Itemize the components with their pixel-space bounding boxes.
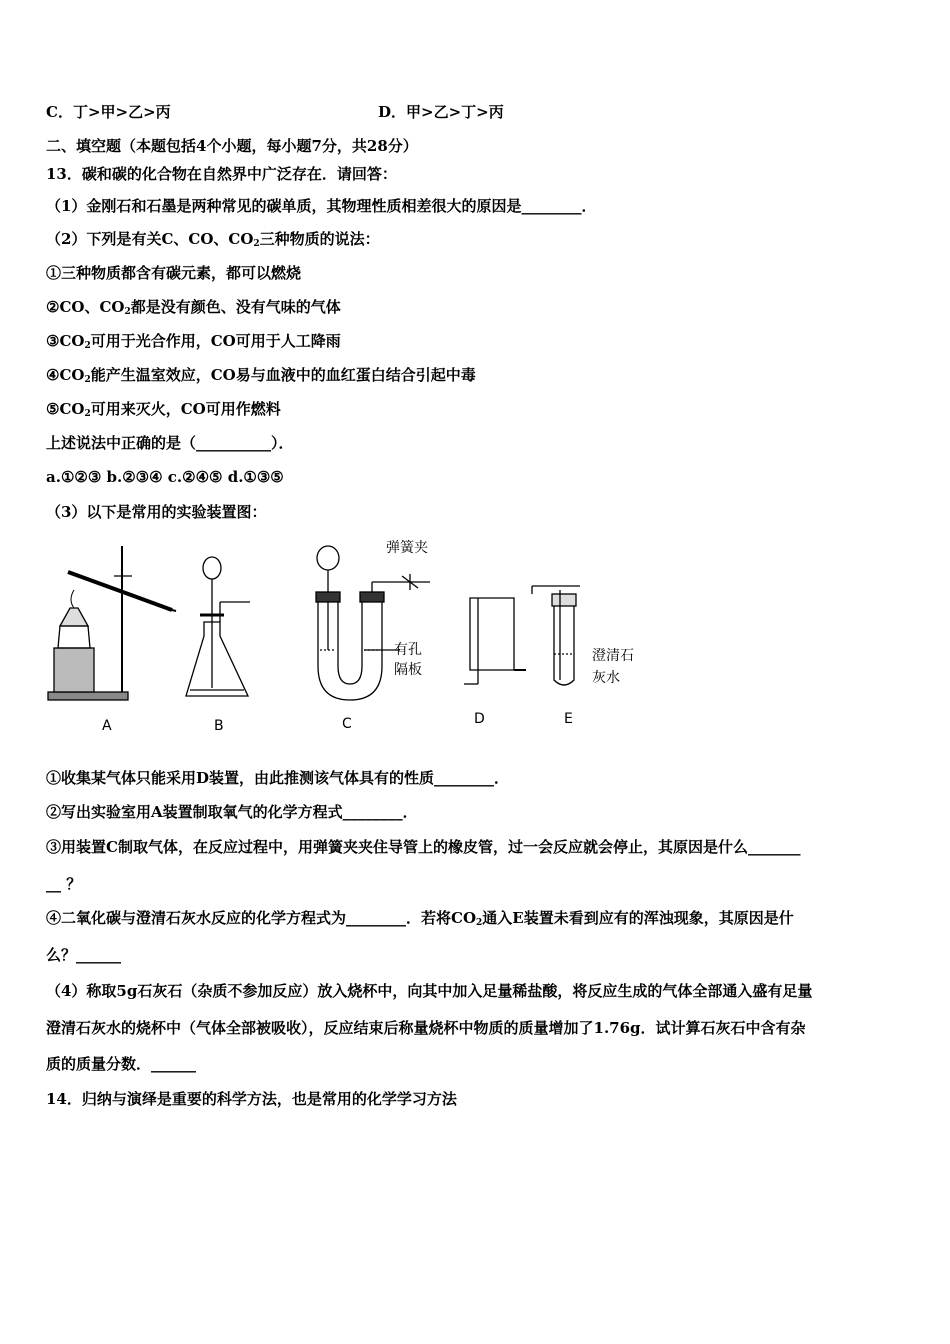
subscript: 2 <box>84 341 91 351</box>
statement-4-a: ④CO <box>46 366 85 384</box>
label-lime-2: 灰水 <box>592 670 620 686</box>
q13-part2-text-b: 三种物质的说法： <box>259 230 380 248</box>
q13-part4-line2: 澄清石灰水的烧杯中（气体全部被吸收），反应结束后称量烧杯中物质的质量增加了1.76g．试计算石灰石中含有杂 <box>46 1019 806 1037</box>
q13-part4-line1: （4）称取5g石灰石（杂质不参加反应）放入烧杯中，向其中加入足量稀盐酸，将反应生成的气体全部通入盛有足量 <box>46 982 813 1000</box>
statement-4-b: 能产生温室效应，CO易与血液中的血红蛋白结合引起中毒 <box>90 366 476 384</box>
statement-5-b: 可用来灭火，CO可用作燃料 <box>90 400 281 418</box>
label-lime-1: 澄清石 <box>592 648 634 664</box>
q13-3-4 <box>46 908 794 933</box>
statement-5 <box>46 399 281 424</box>
subscript: 2 <box>124 307 131 317</box>
apparatus-e <box>532 586 580 685</box>
q13-3-3-b: __ ？ <box>46 875 82 893</box>
option-d: D．甲>乙>丁>丙 <box>378 103 504 121</box>
statement-1: ①三种物质都含有碳元素，都可以燃烧 <box>46 264 302 282</box>
q13-3-4-c: 么？______ <box>46 946 122 964</box>
statement-4 <box>46 365 476 390</box>
apparatus-figure <box>40 530 680 740</box>
subscript: 2 <box>84 409 91 419</box>
subscript: 2 <box>84 375 91 385</box>
statement-3-b: 可用于光合作用，CO可用于人工降雨 <box>90 332 341 350</box>
answer-choices: a.①②③ b.②③④ c.②④⑤ d.①③⑤ <box>46 468 284 486</box>
label-b: B <box>214 718 224 734</box>
statement-3 <box>46 331 341 356</box>
apparatus-a <box>48 546 176 700</box>
option-c: C．丁>甲>乙>丙 <box>46 103 171 121</box>
statement-3-a: ③CO <box>46 332 85 350</box>
label-e: E <box>564 711 573 727</box>
section-title: 二、填空题（本题包括4个小题，每小题7分，共28分） <box>46 137 418 155</box>
q13-3-4-a: ④二氧化碳与澄清石灰水反应的化学方程式为________．若将CO <box>46 909 477 927</box>
statement-2-a: ②CO、CO <box>46 298 125 316</box>
q13-part2 <box>46 229 380 254</box>
q13-3-1: ①收集某气体只能采用D装置，由此推测该气体具有的性质________． <box>46 769 510 787</box>
label-a: A <box>102 718 112 734</box>
label-d: D <box>474 711 485 727</box>
label-plate-2: 隔板 <box>394 662 422 678</box>
q13-part2-text-a: （2）下列是有关C、CO、CO <box>46 230 254 248</box>
question-14-stem: 14．归纳与演绎是重要的科学方法，也是常用的化学学习方法 <box>46 1090 457 1108</box>
statement-2-b: 都是没有颜色、没有气味的气体 <box>130 298 341 316</box>
q13-part3: （3）以下是常用的实验装置图： <box>46 503 267 521</box>
correct-prompt: 上述说法中正确的是（__________）． <box>46 434 294 452</box>
apparatus-d <box>464 598 526 684</box>
subscript: 2 <box>253 239 260 249</box>
apparatus-b <box>186 557 250 696</box>
statement-2 <box>46 297 341 322</box>
label-plate-1: 有孔 <box>394 642 422 658</box>
q13-3-3-a: ③用装置C制取气体，在反应过程中，用弹簧夹夹住导管上的橡皮管，过一会反应就会停止，其原因是什么_______ <box>46 838 801 856</box>
statement-5-a: ⑤CO <box>46 400 85 418</box>
q13-3-4-b: 通入E装置未看到应有的浑浊现象，其原因是什 <box>482 909 794 927</box>
label-c: C <box>342 716 352 732</box>
label-spring-clip: 弹簧夹 <box>386 540 428 556</box>
subscript: 2 <box>476 918 483 928</box>
q13-part1: （1）金刚石和石墨是两种常见的碳单质，其物理性质相差很大的原因是________． <box>46 197 597 215</box>
q13-part4-line3: 质的质量分数．______ <box>46 1055 197 1073</box>
q13-3-2: ②写出实验室用A装置制取氧气的化学方程式________． <box>46 803 418 821</box>
question-13-stem: 13．碳和碳的化合物在自然界中广泛存在．请回答： <box>46 165 397 183</box>
